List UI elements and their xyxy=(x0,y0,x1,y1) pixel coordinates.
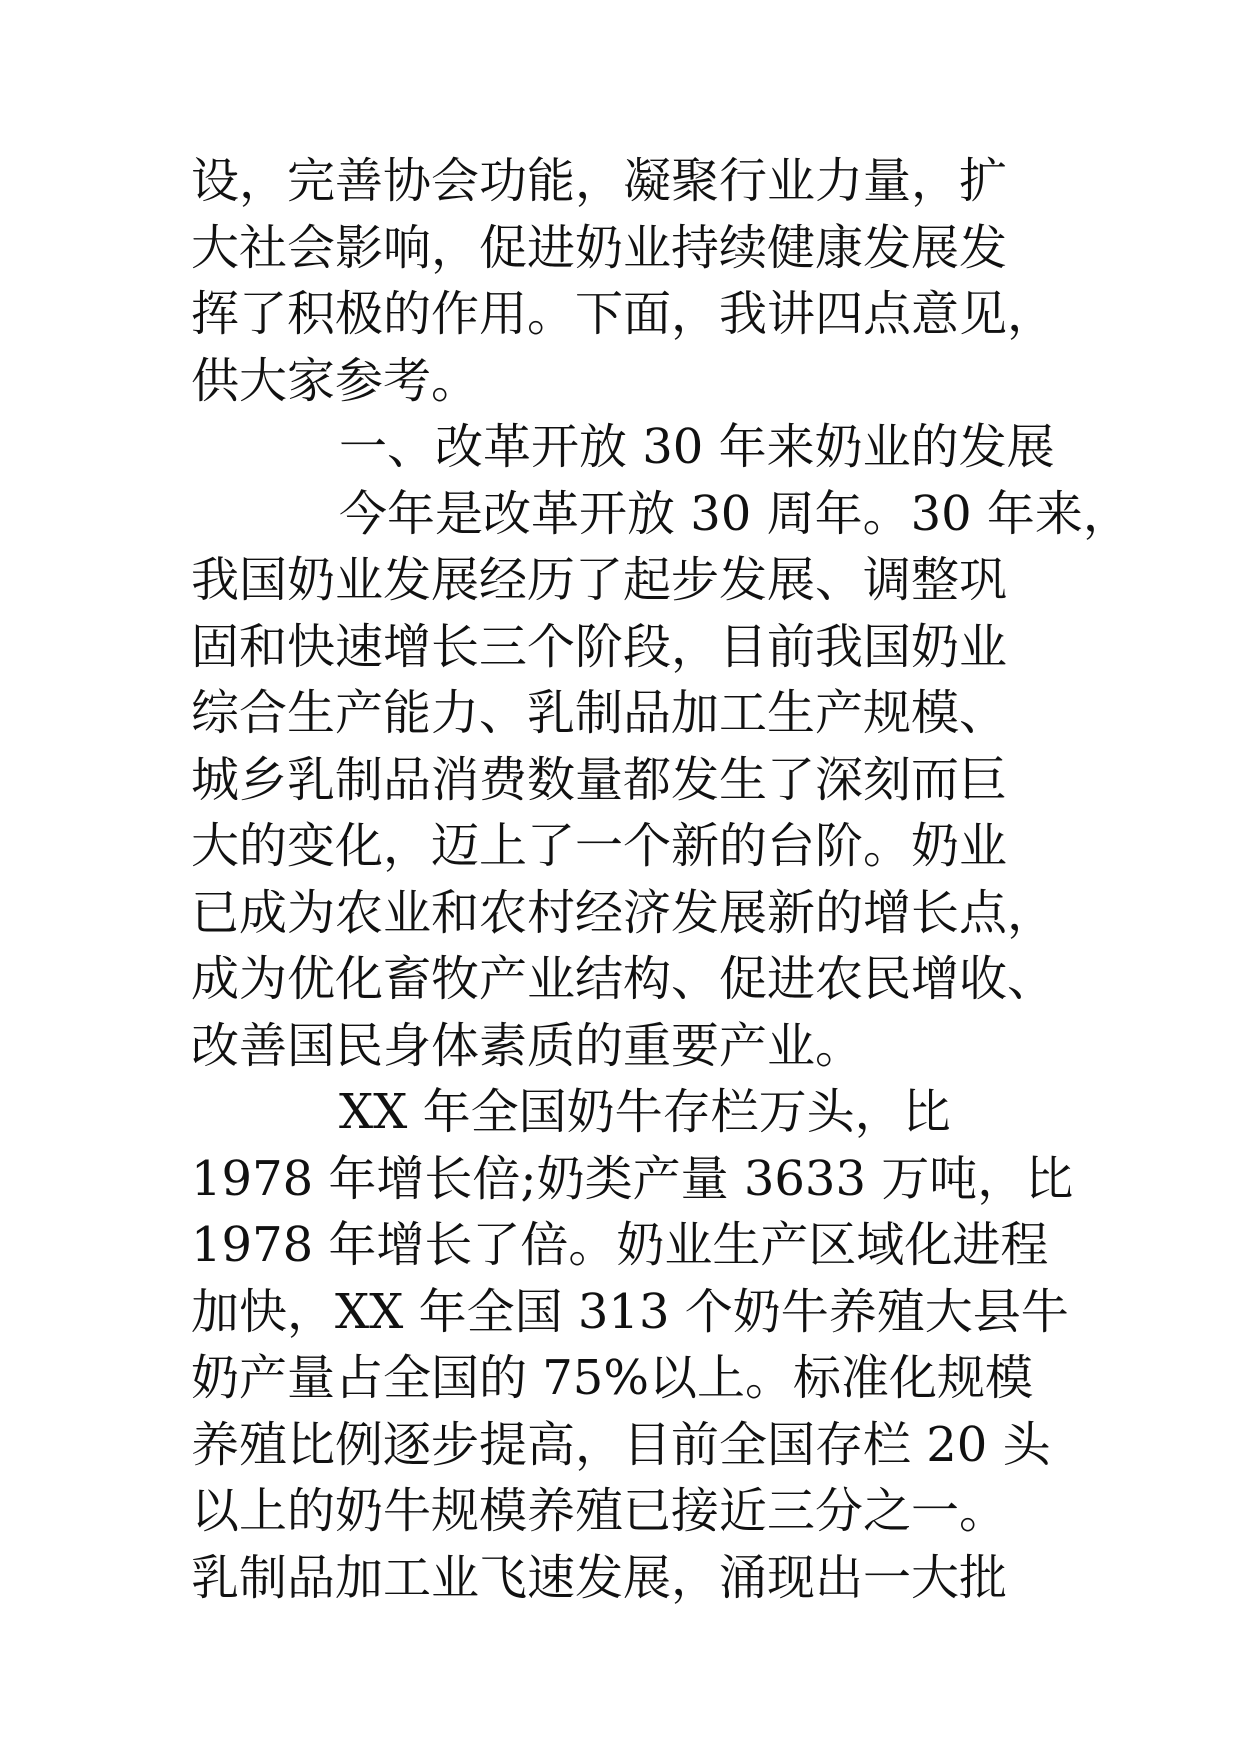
text-line: 1978 年增长了倍。奶业生产区域化进程 xyxy=(191,1217,1049,1273)
text-line: 1978 年增长倍;奶类产量 3633 万吨，比 xyxy=(191,1150,1074,1207)
text-line: 大社会影响，促进奶业持续健康发展发 xyxy=(191,219,1008,276)
text-line: 我国奶业发展经历了起步发展、调整巩 xyxy=(191,552,1008,608)
text-line: 改善国民身体素质的重要产业。 xyxy=(191,1017,864,1074)
text-line: XX 年全国奶牛存栏万头，比 xyxy=(339,1084,951,1140)
text-line: 挥了积极的作用。下面，我讲四点意见， xyxy=(191,286,1056,342)
text-line: 成为优化畜牧产业结构、促进农民增收、 xyxy=(191,951,1056,1007)
text-line: 今年是改革开放 30 周年。30 年来， xyxy=(339,485,1131,542)
text-line: 大的变化，迈上了一个新的台阶。奶业 xyxy=(191,818,1008,874)
text-line: 以上的奶牛规模养殖已接近三分之一。 xyxy=(191,1483,1008,1539)
text-line: 奶产量占全国的 75%以上。标准化规模 xyxy=(191,1350,1033,1406)
body-text xyxy=(191,148,1131,1611)
text-line: 城乡乳制品消费数量都发生了深刻而巨 xyxy=(191,751,1008,808)
text-line: 设，完善协会功能，凝聚行业力量，扩 xyxy=(191,153,1008,209)
text-line: 养殖比例逐步提高，目前全国存栏 20 头 xyxy=(191,1416,1051,1473)
text-line: 一、改革开放 30 年来奶业的发展 xyxy=(339,419,1055,475)
text-line: 乳制品加工业飞速发展，涌现出一大批 xyxy=(191,1549,1008,1606)
text-line: 综合生产能力、乳制品加工生产规模、 xyxy=(191,685,1008,741)
text-line: 加快，XX 年全国 313 个奶牛养殖大县牛 xyxy=(191,1283,1069,1340)
text-line: 供大家参考。 xyxy=(191,352,480,409)
text-line: 已成为农业和农村经济发展新的增长点， xyxy=(191,884,1056,941)
text-line: 固和快速增长三个阶段，目前我国奶业 xyxy=(191,618,1008,675)
